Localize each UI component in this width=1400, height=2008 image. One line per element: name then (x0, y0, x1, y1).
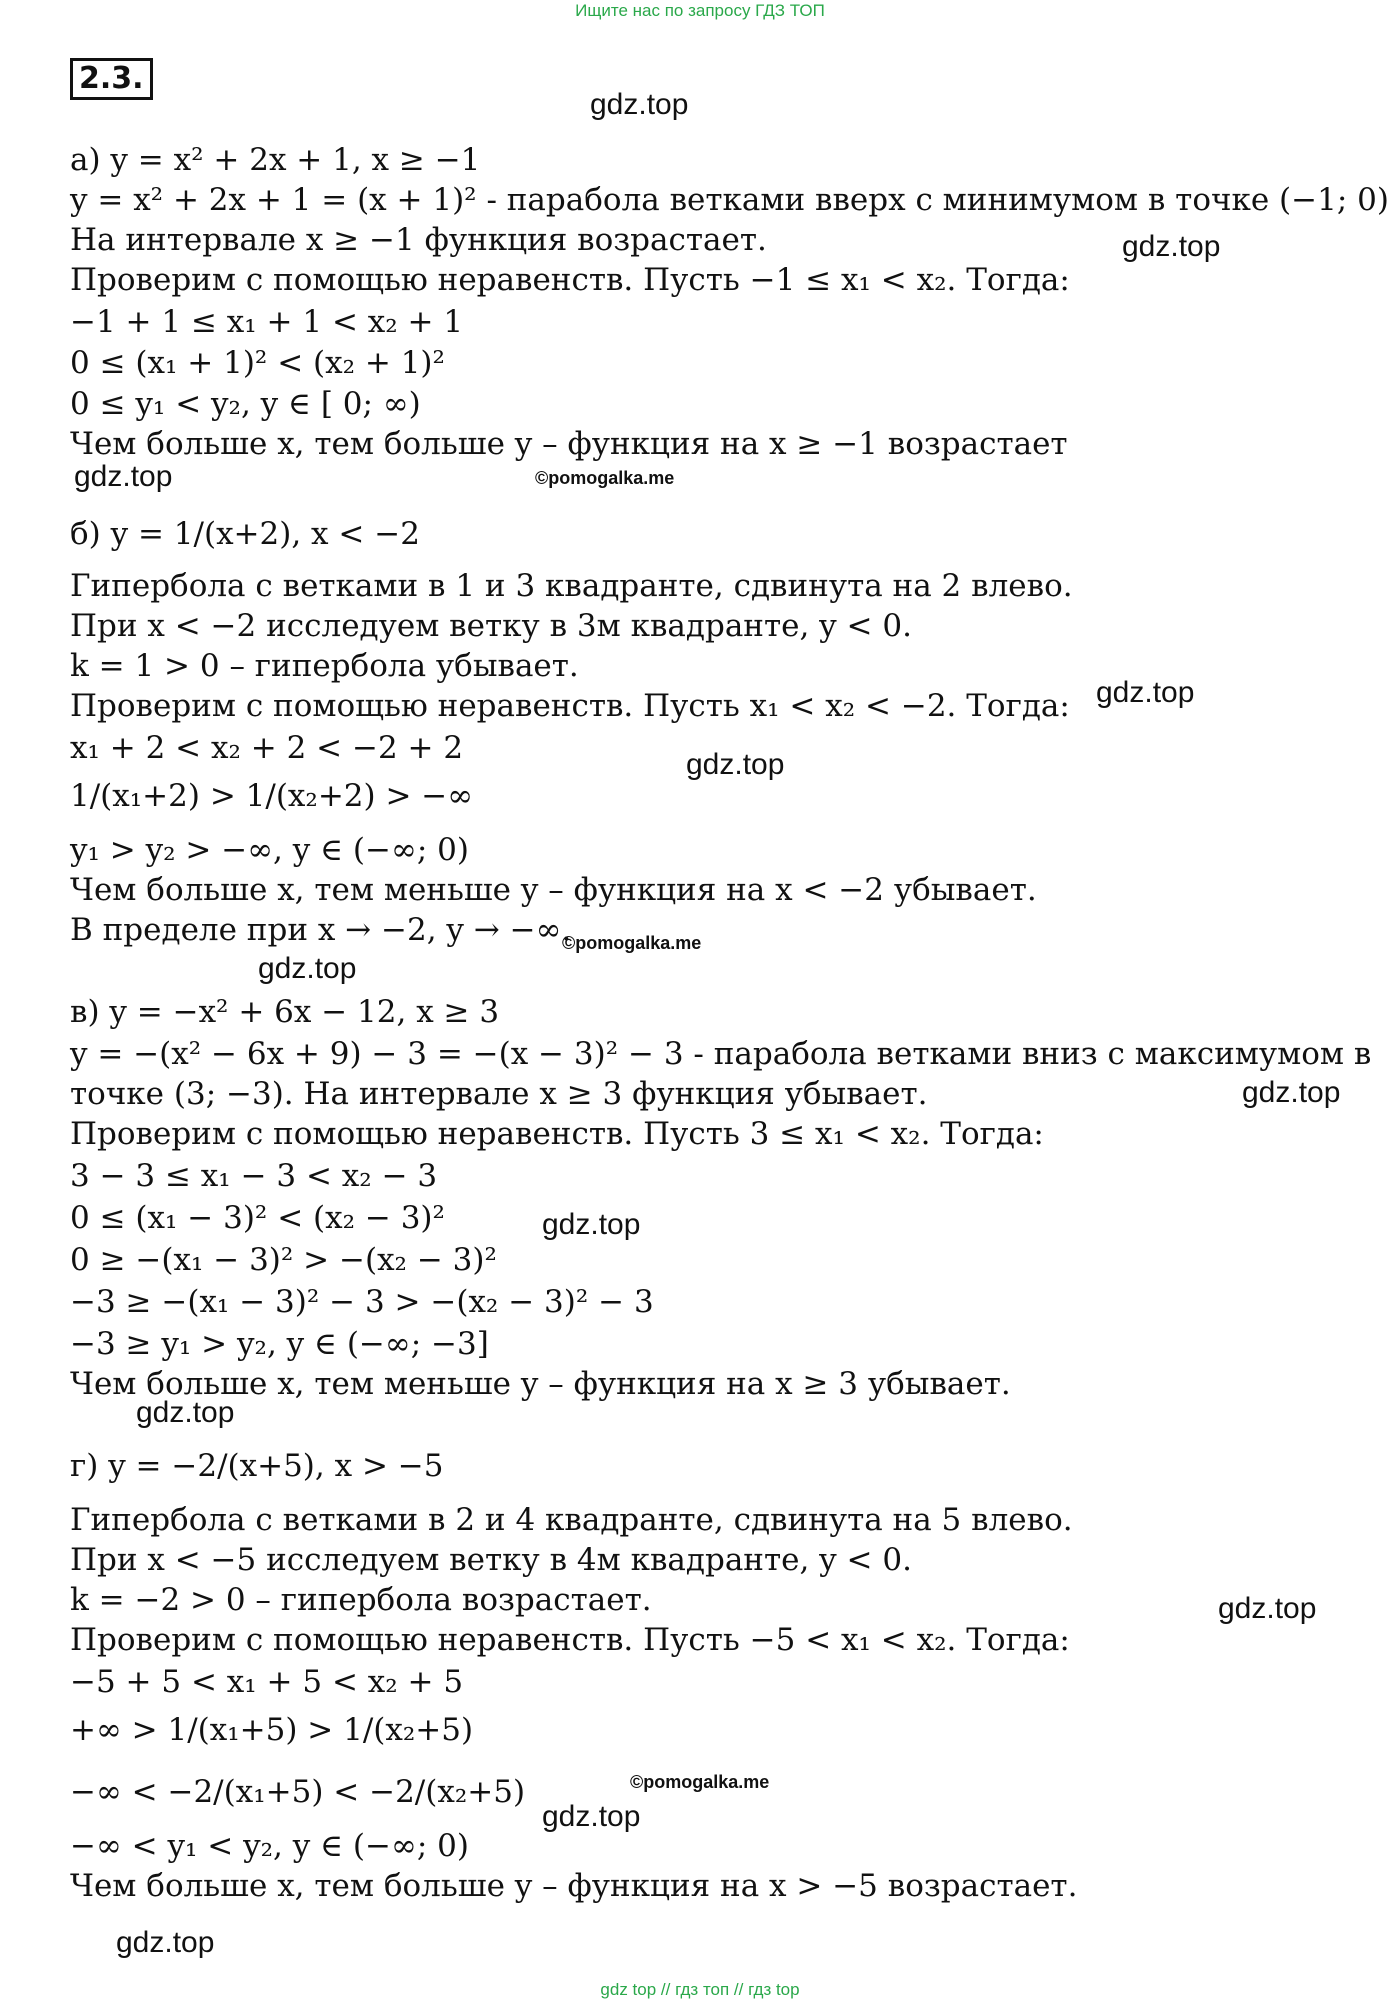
watermark: gdz.top (74, 460, 173, 493)
text-line: 0 ≤ y₁ < y₂, y ∈ [ 0; ∞) (70, 386, 421, 422)
text-line: x₁ + 2 < x₂ + 2 < −2 + 2 (70, 730, 464, 766)
watermark: gdz.top (258, 952, 357, 985)
header-link[interactable]: Ищите нас по запросу ГДЗ ТОП (575, 1, 825, 20)
text-line: г) y = −2/(x+5), x > −5 (70, 1448, 444, 1484)
copyright-mark: ©pomogalka.me (535, 468, 675, 488)
text-line: y₁ > y₂ > −∞, y ∈ (−∞; 0) (70, 832, 469, 868)
text-line: −3 ≥ −(x₁ − 3)² − 3 > −(x₂ − 3)² − 3 (70, 1284, 654, 1320)
watermark: gdz.top (542, 1208, 641, 1241)
text-line: Чем больше x, тем меньше y – функция на x < −2 убывает. (70, 872, 1037, 908)
text-line: 3 − 3 ≤ x₁ − 3 < x₂ − 3 (70, 1158, 438, 1194)
text-line: Чем больше x, тем больше y – функция на x > −5 возрастает. (70, 1868, 1078, 1904)
text-line: −∞ < −2/(x₁+5) < −2/(x₂+5) (70, 1774, 526, 1810)
copyright-mark: ©pomogalka.me (630, 1772, 770, 1792)
watermark: gdz.top (116, 1926, 215, 1959)
text-line: 1/(x₁+2) > 1/(x₂+2) > −∞ (70, 778, 474, 814)
watermark: gdz.top (542, 1800, 641, 1833)
text-line: Гипербола с ветками в 1 и 3 квадранте, сдвинута на 2 влево. (70, 568, 1073, 604)
text-line: При x < −5 исследуем ветку в 4м квадранте, y < 0. (70, 1542, 912, 1578)
text-line: −1 + 1 ≤ x₁ + 1 < x₂ + 1 (70, 304, 464, 340)
text-line: Проверим с помощью неравенств. Пусть 3 ≤ x₁ < x₂. Тогда: (70, 1116, 1044, 1152)
text-line: в) y = −x² + 6x − 12, x ≥ 3 (70, 994, 500, 1030)
text-line: k = 1 > 0 – гипербола убывает. (70, 648, 579, 684)
text-line: В пределе при x → −2, y → −∞. (70, 912, 572, 948)
copyright-mark: ©pomogalka.me (562, 933, 702, 953)
text-line: +∞ > 1/(x₁+5) > 1/(x₂+5) (70, 1712, 474, 1748)
text-line: −5 + 5 < x₁ + 5 < x₂ + 5 (70, 1664, 464, 1700)
text-line: Чем больше x, тем больше y – функция на x ≥ −1 возрастает (70, 426, 1068, 462)
text-line: При x < −2 исследуем ветку в 3м квадранте, y < 0. (70, 608, 912, 644)
text-line: Проверим с помощью неравенств. Пусть −5 < x₁ < x₂. Тогда: (70, 1622, 1070, 1658)
text-line: Чем больше x, тем меньше y – функция на x ≥ 3 убывает. (70, 1366, 1011, 1402)
text-line: Гипербола с ветками в 2 и 4 квадранте, сдвинута на 5 влево. (70, 1502, 1073, 1538)
watermark: gdz.top (590, 88, 689, 121)
text-line: −3 ≥ y₁ > y₂, y ∈ (−∞; −3] (70, 1326, 489, 1362)
watermark: gdz.top (136, 1396, 235, 1429)
task-number: 2.3. (70, 58, 153, 100)
text-line: 0 ≤ (x₁ + 1)² < (x₂ + 1)² (70, 345, 445, 381)
text-line: На интервале x ≥ −1 функция возрастает. (70, 222, 767, 258)
footer-text: gdz top // гдз топ // гдз top (600, 1980, 800, 1999)
watermark: gdz.top (1242, 1076, 1341, 1109)
text-line: y = x² + 2x + 1 = (x + 1)² - парабола ветками вверх с минимумом в точке (−1; 0) (70, 182, 1389, 218)
watermark: gdz.top (1096, 676, 1195, 709)
text-line: y = −(x² − 6x + 9) − 3 = −(x − 3)² − 3 - парабола ветками вниз с максимумом в (70, 1036, 1372, 1072)
watermark: gdz.top (1122, 230, 1221, 263)
text-line: −∞ < y₁ < y₂, y ∈ (−∞; 0) (70, 1828, 469, 1864)
text-line: 0 ≥ −(x₁ − 3)² > −(x₂ − 3)² (70, 1242, 497, 1278)
text-line: а) y = x² + 2x + 1, x ≥ −1 (70, 142, 481, 178)
text-line: точке (3; −3). На интервале x ≥ 3 функция убывает. (70, 1076, 928, 1112)
text-line: 0 ≤ (x₁ − 3)² < (x₂ − 3)² (70, 1200, 445, 1236)
watermark: gdz.top (1218, 1592, 1317, 1625)
text-line: б) y = 1/(x+2), x < −2 (70, 516, 420, 552)
watermark: gdz.top (686, 748, 785, 781)
text-line: k = −2 > 0 – гипербола возрастает. (70, 1582, 652, 1618)
text-line: Проверим с помощью неравенств. Пусть x₁ < x₂ < −2. Тогда: (70, 688, 1070, 724)
text-line: Проверим с помощью неравенств. Пусть −1 ≤ x₁ < x₂. Тогда: (70, 262, 1070, 298)
